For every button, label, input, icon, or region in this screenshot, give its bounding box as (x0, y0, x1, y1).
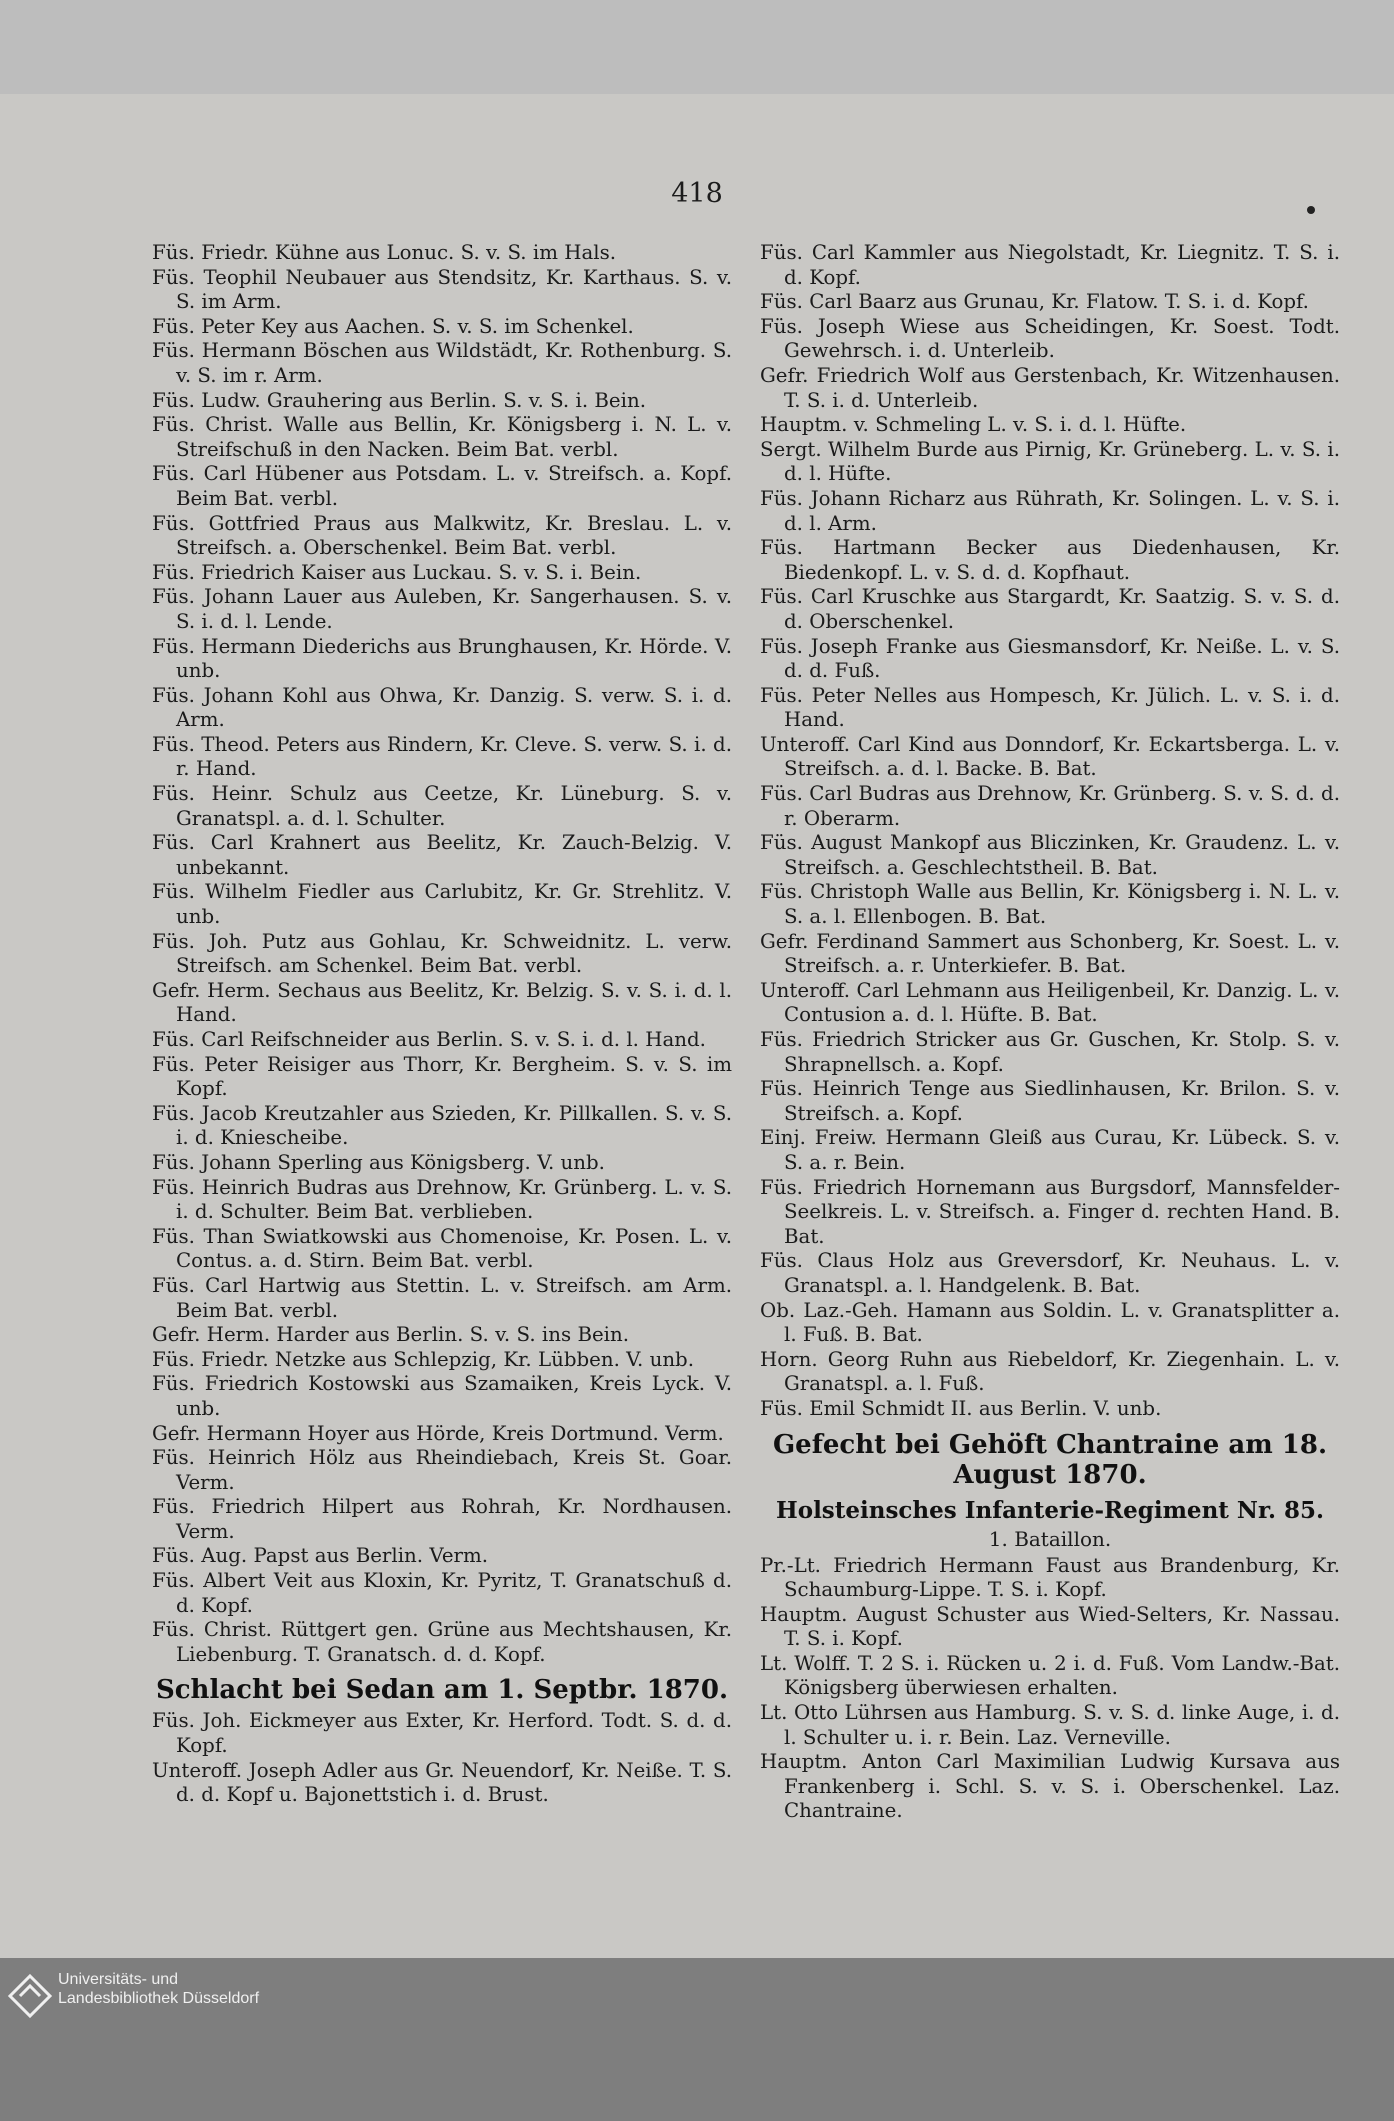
casualty-entry: Füs. Aug. Papst aus Berlin. Verm. (152, 1544, 489, 1568)
casualty-entry: Füs. Heinrich Hölz aus Rheindiebach, Kreis St. Goar. Verm. (152, 1446, 732, 1494)
casualty-entry: Füs. Hermann Böschen aus Wildstädt, Kr. Rothenburg. S. v. S. im r. Arm. (152, 339, 732, 387)
library-name-line1: Universitäts- und (58, 1971, 179, 1988)
casualty-entry: Lt. Otto Lührsen aus Hamburg. S. v. S. d. linke Auge, i. d. l. Schulter u. i. r. Bein. Laz. Verneville. (760, 1701, 1340, 1749)
casualty-entry: Füs. Carl Hübener aus Potsdam. L. v. Streifsch. a. Kopf. Beim Bat. verbl. (152, 462, 732, 510)
casualty-entry: Sergt. Wilhelm Burde aus Pirnig, Kr. Grüneberg. L. v. S. i. d. l. Hüfte. (760, 437, 1340, 486)
casualty-entry: Füs. Friedrich Hilpert aus Rohrah, Kr. Nordhausen. Verm. (152, 1495, 732, 1543)
casualty-entry: Füs. Joh. Putz aus Gohlau, Kr. Schweidnitz. L. verw. Streifsch. am Schenkel. Beim Bat. verbl. (152, 929, 732, 978)
casualty-entry: Füs. Jacob Kreutzahler aus Szieden, Kr. Pillkallen. S. v. S. i. d. Kniescheibe. (152, 1101, 732, 1150)
chantraine-heading: Gefecht bei Gehöft Chantraine am 18. August 1870. (772, 1429, 1328, 1490)
casualty-entry: Füs. Heinrich Tenge aus Siedlinhausen, Kr. Brilon. S. v. Streifsch. a. Kopf. (760, 1077, 1340, 1125)
casualty-entry: Füs. Than Swiatkowski aus Chomenoise, Kr. Posen. L. v. Contus. a. d. Stirn. Beim Bat. verbl. (152, 1224, 732, 1273)
casualty-entry: Füs. Friedrich Hornemann aus Burgsdorf, Mannsfelder-Seelkreis. L. v. Streifsch. a. Finger d. rechten Hand. B. Bat. (760, 1175, 1340, 1248)
sedan-entries (152, 1709, 732, 1807)
casualty-entry: Füs. Wilhelm Fiedler aus Carlubitz, Kr. Gr. Strehlitz. V. unb. (152, 880, 732, 929)
casualty-entry: Füs. Ludw. Grauhering aus Berlin. S. v. S. i. Bein. (152, 388, 646, 412)
library-name (58, 1970, 259, 2008)
casualty-entry: Gefr. Herm. Sechaus aus Beelitz, Kr. Belzig. S. v. S. i. d. l. Hand. (152, 978, 732, 1027)
casualty-entry: Füs. Carl Krahnert aus Beelitz, Kr. Zauch-Belzig. V. unbekannt. (152, 831, 732, 879)
casualty-entry: Füs. Emil Schmidt II. aus Berlin. V. unb. (760, 1396, 1162, 1420)
sedan-heading: Schlacht bei Sedan am 1. Septbr. 1870. (155, 1675, 729, 1706)
casualty-entry: Füs. Peter Reisiger aus Thorr, Kr. Bergheim. S. v. S. im Kopf. (152, 1052, 732, 1101)
casualty-entry: Füs. Carl Reifschneider aus Berlin. S. v. S. i. d. l. Hand. (152, 1028, 706, 1051)
library-name-line2: Landesbibliothek Düsseldorf (58, 1990, 260, 2007)
ink-dot (1307, 206, 1315, 214)
casualty-entry: Füs. Friedrich Stricker aus Gr. Guschen, Kr. Stolp. S. v. Shrapnellsch. a. Kopf. (760, 1028, 1340, 1076)
casualty-entry: Füs. Carl Baarz aus Grunau, Kr. Flatow. T. S. i. d. Kopf. (760, 290, 1309, 314)
casualty-entry: Gefr. Ferdinand Sammert aus Schonberg, Kr. Soest. L. v. Streifsch. a. r. Unterkiefer. B. Bat. (760, 929, 1340, 978)
scan-top-margin (0, 0, 1394, 94)
casualty-entry: Hauptm. Anton Carl Maximilian Ludwig Kursava aus Frankenberg i. Schl. S. v. S. i. Oberschenkel. Laz. Chantraine. (760, 1750, 1340, 1823)
casualty-entry: Gefr. Herm. Harder aus Berlin. S. v. S. ins Bein. (152, 1323, 630, 1347)
right-entries (760, 241, 1340, 1422)
casualty-entry: Lt. Wolff. T. 2 S. i. Rücken u. 2 i. d. Fuß. Vom Landw.-Bat. Königsberg überwiesen erhalten. (760, 1651, 1340, 1700)
casualty-entry: Füs. Carl Hartwig aus Stettin. L. v. Streifsch. am Arm. Beim Bat. verbl. (152, 1273, 732, 1322)
left-column (152, 241, 732, 1808)
casualty-entry: Füs. Friedr. Netzke aus Schlepzig, Kr. Lübben. V. unb. (152, 1347, 695, 1371)
casualty-entry: Füs. Friedrich Kaiser aus Luckau. S. v. S. i. Bein. (152, 560, 642, 584)
casualty-entry: Füs. Christoph Walle aus Bellin, Kr. Königsberg i. N. L. v. S. a. l. Ellenbogen. B. Bat. (760, 880, 1340, 929)
casualty-entry: Füs. Hermann Diederichs aus Brunghausen, Kr. Hörde. V. unb. (152, 634, 732, 683)
casualty-entry: Füs. Johann Sperling aus Königsberg. V. unb. (152, 1150, 605, 1174)
casualty-entry: Füs. Peter Key aus Aachen. S. v. S. im Schenkel. (152, 314, 634, 338)
casualty-entry: Unteroff. Joseph Adler aus Gr. Neuendorf, Kr. Neiße. T. S. d. d. Kopf u. Bajonettstich i. d. Brust. (152, 1758, 732, 1807)
casualty-entry: Pr.-Lt. Friedrich Hermann Faust aus Brandenburg, Kr. Schaumburg-Lippe. T. S. i. Kopf. (760, 1553, 1340, 1602)
casualty-entry: Füs. Carl Budras aus Drehnow, Kr. Grünberg. S. v. S. d. d. r. Oberarm. (760, 782, 1340, 830)
casualty-entry: Gefr. Friedrich Wolf aus Gerstenbach, Kr. Witzenhausen. T. S. i. d. Unterleib. (760, 363, 1340, 412)
casualty-entry: Unteroff. Carl Lehmann aus Heiligenbeil, Kr. Danzig. L. v. Contusion a. d. l. Hüfte. B. Bat. (760, 978, 1340, 1027)
library-logo-icon (6, 1972, 54, 2020)
casualty-entry: Einj. Freiw. Hermann Gleiß aus Curau, Kr. Lübeck. S. v. S. a. r. Bein. (760, 1126, 1340, 1174)
casualty-entry: Füs. Johann Kohl aus Ohwa, Kr. Danzig. S. verw. S. i. d. Arm. (152, 683, 732, 732)
casualty-entry: Füs. Christ. Walle aus Bellin, Kr. Königsberg i. N. L. v. Streifschuß in den Nacken. Beim Bat. verbl. (152, 413, 732, 461)
battalion-heading: 1. Bataillon. (988, 1526, 1112, 1551)
casualty-entry: Füs. August Mankopf aus Bliczinken, Kr. Graudenz. L. v. Streifsch. a. Geschlechtstheil. B. Bat. (760, 831, 1340, 879)
casualty-entry: Hauptm. v. Schmeling L. v. S. i. d. l. Hüfte. (760, 413, 1187, 437)
casualty-entry: Füs. Joh. Eickmeyer aus Exter, Kr. Herford. Todt. S. d. d. Kopf. (152, 1709, 732, 1758)
right-column (760, 241, 1340, 1824)
left-entries (152, 241, 732, 1667)
casualty-entry: Füs. Joseph Franke aus Giesmansdorf, Kr. Neiße. L. v. S. d. d. Fuß. (760, 634, 1340, 683)
casualty-entry: Unteroff. Carl Kind aus Donndorf, Kr. Eckartsberga. L. v. Streifsch. a. d. l. Backe. B. Bat. (760, 732, 1340, 781)
casualty-entry: Hauptm. August Schuster aus Wied-Selters, Kr. Nassau. T. S. i. Kopf. (760, 1602, 1340, 1651)
casualty-entry: Füs. Johann Richarz aus Rührath, Kr. Solingen. L. v. S. i. d. l. Arm. (760, 486, 1340, 535)
casualty-entry: Füs. Gottfried Praus aus Malkwitz, Kr. Breslau. L. v. Streifsch. a. Oberschenkel. Beim Bat. verbl. (152, 511, 732, 560)
regiment-heading: Holsteinsches Infanterie-Regiment Nr. 85. (776, 1496, 1324, 1524)
chantraine-entries (760, 1554, 1340, 1825)
casualty-entry: Füs. Theod. Peters aus Rindern, Kr. Cleve. S. verw. S. i. d. r. Hand. (152, 732, 732, 781)
casualty-entry: Füs. Christ. Rüttgert gen. Grüne aus Mechtshausen, Kr. Liebenburg. T. Granatsch. d. d. Kopf. (152, 1618, 732, 1666)
casualty-entry: Gefr. Hermann Hoyer aus Hörde, Kreis Dortmund. Verm. (152, 1421, 724, 1445)
casualty-entry: Füs. Johann Lauer aus Auleben, Kr. Sangerhausen. S. v. S. i. d. l. Lende. (152, 585, 732, 633)
casualty-entry: Füs. Peter Nelles aus Hompesch, Kr. Jülich. L. v. S. i. d. Hand. (760, 683, 1340, 732)
casualty-entry: Füs. Heinrich Budras aus Drehnow, Kr. Grünberg. L. v. S. i. d. Schulter. Beim Bat. verblieben. (152, 1175, 732, 1224)
casualty-entry: Füs. Hartmann Becker aus Diedenhausen, Kr. Biedenkopf. L. v. S. d. d. Kopfhaut. (760, 536, 1340, 584)
casualty-entry: Ob. Laz.-Geh. Hamann aus Soldin. L. v. Granatsplitter a. l. Fuß. B. Bat. (760, 1298, 1340, 1347)
casualty-entry: Füs. Friedr. Kühne aus Lonuc. S. v. S. im Hals. (152, 241, 617, 264)
casualty-entry: Füs. Friedrich Kostowski aus Szamaiken, Kreis Lyck. V. unb. (152, 1372, 732, 1420)
casualty-entry: Füs. Albert Veit aus Kloxin, Kr. Pyritz, T. Granatschuß d. d. Kopf. (152, 1569, 732, 1617)
casualty-entry: Füs. Claus Holz aus Greversdorf, Kr. Neuhaus. L. v. Granatspl. a. l. Handgelenk. B. Bat. (760, 1249, 1340, 1297)
casualty-entry: Horn. Georg Ruhn aus Riebeldorf, Kr. Ziegenhain. L. v. Granatspl. a. l. Fuß. (760, 1347, 1340, 1396)
casualty-entry: Füs. Carl Kruschke aus Stargardt, Kr. Saatzig. S. v. S. d. d. Oberschenkel. (760, 585, 1340, 633)
casualty-entry: Füs. Teophil Neubauer aus Stendsitz, Kr. Karthaus. S. v. S. im Arm. (152, 265, 732, 314)
page-number: 418 (671, 178, 723, 209)
casualty-entry: Füs. Joseph Wiese aus Scheidingen, Kr. Soest. Todt. Gewehrsch. i. d. Unterleib. (760, 314, 1340, 363)
casualty-entry: Füs. Carl Kammler aus Niegolstadt, Kr. Liegnitz. T. S. i. d. Kopf. (760, 241, 1340, 289)
casualty-entry: Füs. Heinr. Schulz aus Ceetze, Kr. Lüneburg. S. v. Granatspl. a. d. l. Schulter. (152, 782, 732, 830)
